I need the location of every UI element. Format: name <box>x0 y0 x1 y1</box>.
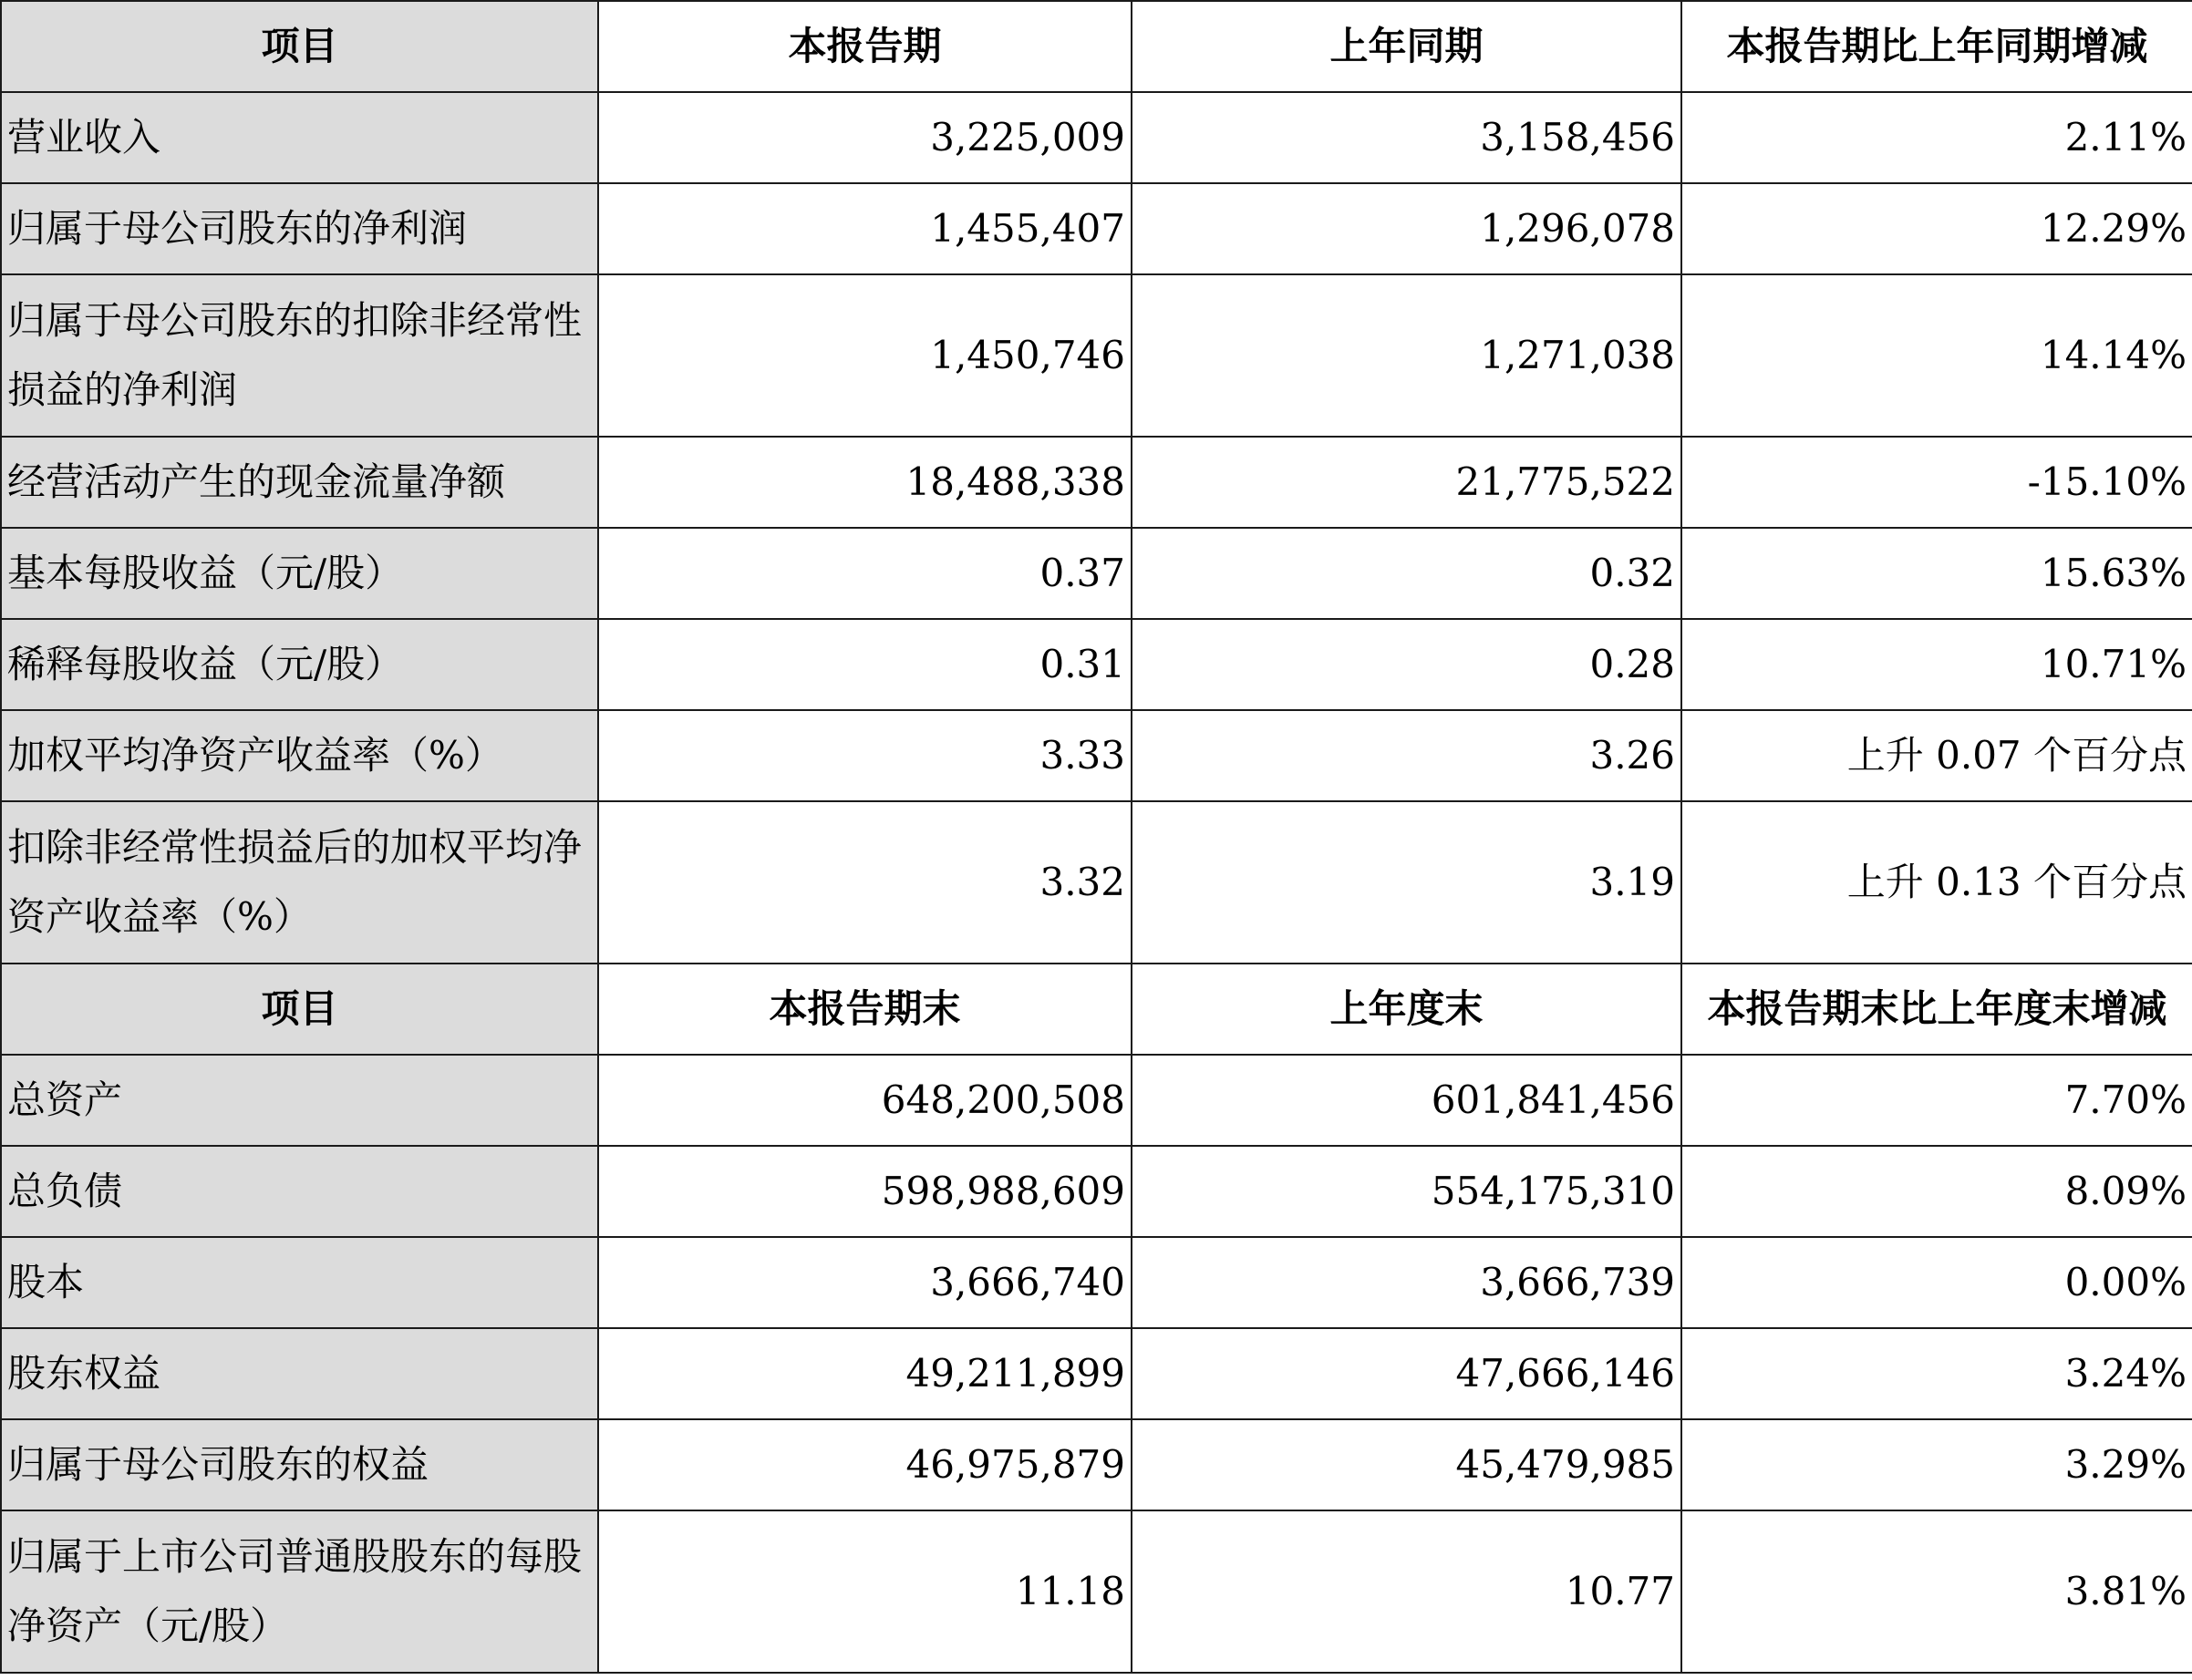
row-label: 总负债 <box>1 1146 598 1237</box>
table-row <box>1 1146 2192 1237</box>
prior-value: 3,666,739 <box>1132 1237 1681 1328</box>
current-value: 1,450,746 <box>598 274 1132 437</box>
change-value: 2.11% <box>1681 92 2192 183</box>
current-value: 11.18 <box>598 1510 1132 1673</box>
table-row <box>1 1237 2192 1328</box>
row-label: 稀释每股收益（元/股） <box>1 619 598 710</box>
change-value: 15.63% <box>1681 528 2192 619</box>
header-row-period <box>1 1 2192 92</box>
table-row <box>1 619 2192 710</box>
header-row-year-end <box>1 964 2192 1055</box>
table-row <box>1 274 2192 437</box>
change-value: 上升 0.07 个百分点 <box>1681 710 2192 801</box>
current-value: 46,975,879 <box>598 1419 1132 1510</box>
table-row <box>1 801 2192 964</box>
prior-value: 554,175,310 <box>1132 1146 1681 1237</box>
prior-value: 0.28 <box>1132 619 1681 710</box>
header-current-period-end: 本报告期末 <box>598 964 1132 1055</box>
current-value: 648,200,508 <box>598 1055 1132 1146</box>
prior-value: 45,479,985 <box>1132 1419 1681 1510</box>
change-value: 14.14% <box>1681 274 2192 437</box>
header-item: 项目 <box>1 1 598 92</box>
current-value: 3.33 <box>598 710 1132 801</box>
prior-value: 47,666,146 <box>1132 1328 1681 1419</box>
change-value: 3.24% <box>1681 1328 2192 1419</box>
row-label: 股本 <box>1 1237 598 1328</box>
current-value: 3,666,740 <box>598 1237 1132 1328</box>
row-label: 经营活动产生的现金流量净额 <box>1 437 598 528</box>
header-prior-year-end: 上年度末 <box>1132 964 1681 1055</box>
table-row <box>1 92 2192 183</box>
change-value: 3.81% <box>1681 1510 2192 1673</box>
table-row <box>1 1419 2192 1510</box>
row-label: 归属于母公司股东的扣除非经常性损益的净利润 <box>1 274 598 437</box>
current-value: 598,988,609 <box>598 1146 1132 1237</box>
change-value: 7.70% <box>1681 1055 2192 1146</box>
header-period-change: 本报告期比上年同期增减 <box>1681 1 2192 92</box>
table-row <box>1 1328 2192 1419</box>
change-value: 0.00% <box>1681 1237 2192 1328</box>
prior-value: 3.19 <box>1132 801 1681 964</box>
header-current-period: 本报告期 <box>598 1 1132 92</box>
row-label: 营业收入 <box>1 92 598 183</box>
change-value: 12.29% <box>1681 183 2192 274</box>
prior-value: 0.32 <box>1132 528 1681 619</box>
current-value: 3,225,009 <box>598 92 1132 183</box>
current-value: 1,455,407 <box>598 183 1132 274</box>
header-item: 项目 <box>1 964 598 1055</box>
table-row <box>1 1055 2192 1146</box>
table-row <box>1 710 2192 801</box>
header-year-end-change: 本报告期末比上年度末增减 <box>1681 964 2192 1055</box>
table-row <box>1 183 2192 274</box>
row-label: 归属于上市公司普通股股东的每股净资产（元/股） <box>1 1510 598 1673</box>
table-row <box>1 1510 2192 1673</box>
row-label: 归属于母公司股东的权益 <box>1 1419 598 1510</box>
prior-value: 1,271,038 <box>1132 274 1681 437</box>
current-value: 49,211,899 <box>598 1328 1132 1419</box>
row-label: 扣除非经常性损益后的加权平均净资产收益率（%） <box>1 801 598 964</box>
row-label: 总资产 <box>1 1055 598 1146</box>
row-label: 基本每股收益（元/股） <box>1 528 598 619</box>
table-row <box>1 437 2192 528</box>
change-value: 8.09% <box>1681 1146 2192 1237</box>
prior-value: 10.77 <box>1132 1510 1681 1673</box>
change-value: -15.10% <box>1681 437 2192 528</box>
prior-value: 601,841,456 <box>1132 1055 1681 1146</box>
change-value: 3.29% <box>1681 1419 2192 1510</box>
header-prior-period: 上年同期 <box>1132 1 1681 92</box>
prior-value: 3,158,456 <box>1132 92 1681 183</box>
prior-value: 21,775,522 <box>1132 437 1681 528</box>
change-value: 10.71% <box>1681 619 2192 710</box>
row-label: 加权平均净资产收益率（%） <box>1 710 598 801</box>
row-label: 股东权益 <box>1 1328 598 1419</box>
prior-value: 1,296,078 <box>1132 183 1681 274</box>
change-value: 上升 0.13 个百分点 <box>1681 801 2192 964</box>
row-label: 归属于母公司股东的净利润 <box>1 183 598 274</box>
current-value: 18,488,338 <box>598 437 1132 528</box>
prior-value: 3.26 <box>1132 710 1681 801</box>
current-value: 0.37 <box>598 528 1132 619</box>
table-row <box>1 528 2192 619</box>
current-value: 0.31 <box>598 619 1132 710</box>
current-value: 3.32 <box>598 801 1132 964</box>
